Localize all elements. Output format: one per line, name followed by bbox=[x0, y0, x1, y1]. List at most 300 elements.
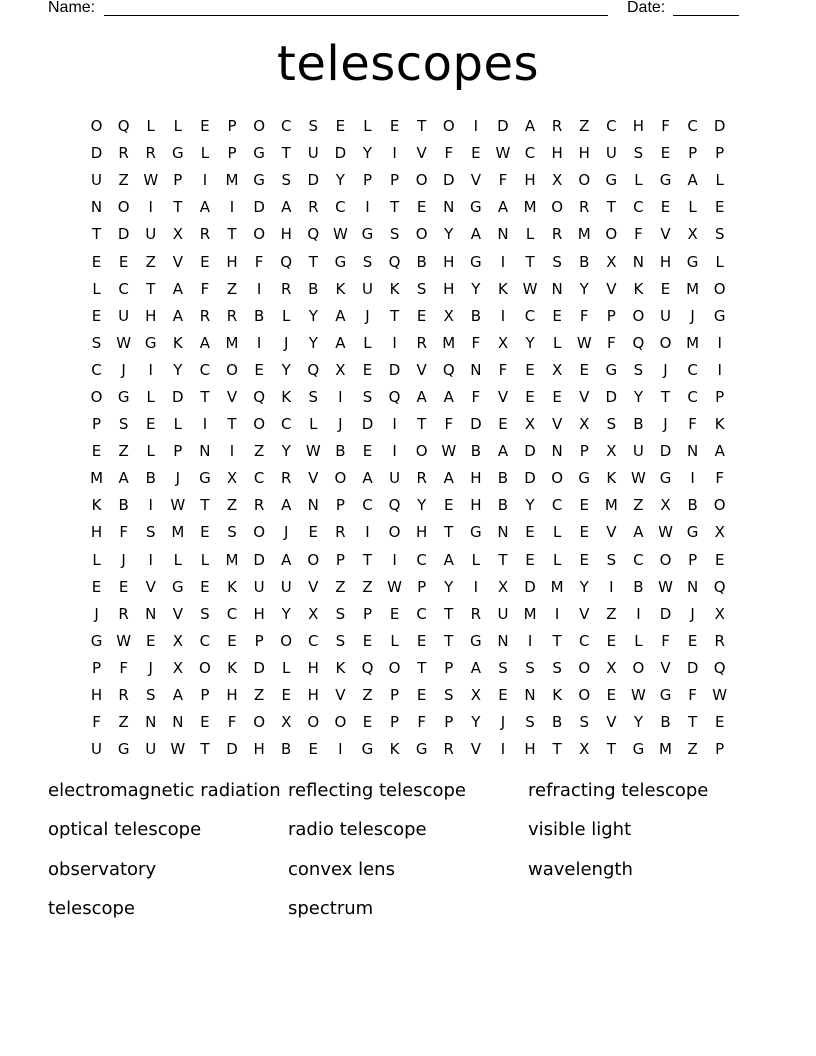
grid-letter[interactable]: P bbox=[715, 387, 725, 406]
grid-letter[interactable]: X bbox=[606, 442, 617, 461]
grid-letter[interactable]: T bbox=[498, 550, 508, 569]
grid-letter[interactable]: R bbox=[470, 604, 482, 623]
grid-letter[interactable]: B bbox=[687, 496, 698, 515]
grid-letter[interactable]: E bbox=[660, 144, 671, 163]
grid-letter[interactable]: P bbox=[227, 144, 237, 163]
grid-letter[interactable]: T bbox=[552, 740, 562, 759]
grid-letter[interactable]: E bbox=[498, 415, 508, 434]
grid-letter[interactable]: S bbox=[227, 523, 237, 542]
grid-letter[interactable]: S bbox=[200, 604, 210, 623]
grid-letter[interactable]: E bbox=[200, 577, 210, 596]
grid-letter[interactable]: H bbox=[90, 686, 103, 705]
grid-letter[interactable]: L bbox=[715, 171, 724, 190]
grid-letter[interactable]: C bbox=[362, 496, 373, 515]
grid-letter[interactable]: C bbox=[335, 198, 346, 217]
grid-letter[interactable]: O bbox=[226, 360, 238, 379]
grid-letter[interactable]: A bbox=[714, 442, 725, 461]
grid-letter[interactable]: E bbox=[687, 631, 698, 650]
grid-letter[interactable]: C bbox=[687, 117, 698, 136]
grid-letter[interactable]: L bbox=[282, 658, 291, 677]
grid-letter[interactable]: N bbox=[145, 713, 157, 732]
grid-letter[interactable]: E bbox=[200, 252, 210, 271]
grid-letter[interactable]: L bbox=[363, 117, 372, 136]
grid-letter[interactable]: C bbox=[416, 550, 427, 569]
grid-letter[interactable]: E bbox=[552, 306, 562, 325]
grid-letter[interactable]: X bbox=[552, 360, 563, 379]
grid-letter[interactable]: Y bbox=[525, 333, 535, 352]
grid-letter[interactable]: C bbox=[687, 387, 698, 406]
grid-letter[interactable]: T bbox=[227, 415, 237, 434]
grid-letter[interactable]: Y bbox=[281, 604, 291, 623]
grid-letter[interactable]: K bbox=[606, 469, 617, 488]
grid-letter[interactable]: T bbox=[146, 279, 156, 298]
grid-letter[interactable]: W bbox=[522, 279, 538, 298]
grid-letter[interactable]: Y bbox=[471, 279, 481, 298]
grid-letter[interactable]: S bbox=[389, 225, 400, 244]
grid-letter[interactable]: J bbox=[338, 415, 343, 434]
grid-letter[interactable]: B bbox=[470, 306, 481, 325]
grid-letter[interactable]: W bbox=[116, 631, 132, 650]
grid-letter[interactable]: T bbox=[606, 198, 616, 217]
grid-letter[interactable]: B bbox=[660, 713, 671, 732]
grid-letter[interactable]: E bbox=[335, 117, 346, 136]
grid-letter[interactable]: S bbox=[444, 686, 454, 705]
grid-letter[interactable]: I bbox=[392, 333, 397, 352]
grid-letter[interactable]: B bbox=[308, 279, 319, 298]
grid-letter[interactable]: S bbox=[335, 631, 346, 650]
grid-letter[interactable]: J bbox=[121, 550, 126, 569]
grid-letter[interactable]: P bbox=[200, 686, 210, 705]
grid-letter[interactable]: H bbox=[280, 225, 292, 244]
grid-letter[interactable]: M bbox=[686, 333, 700, 352]
grid-letter[interactable]: R bbox=[551, 225, 563, 244]
grid-letter[interactable]: Q bbox=[632, 333, 645, 352]
grid-letter[interactable]: B bbox=[253, 306, 265, 325]
grid-letter[interactable]: C bbox=[416, 604, 427, 623]
grid-letter[interactable]: R bbox=[199, 225, 211, 244]
grid-letter[interactable]: Q bbox=[713, 577, 726, 596]
grid-letter[interactable]: T bbox=[173, 198, 183, 217]
grid-letter[interactable]: E bbox=[362, 631, 373, 650]
grid-letter[interactable]: W bbox=[332, 225, 348, 244]
grid-letter[interactable]: C bbox=[551, 496, 563, 515]
grid-letter[interactable]: S bbox=[606, 550, 617, 569]
grid-letter[interactable]: U bbox=[118, 306, 130, 325]
grid-letter[interactable]: O bbox=[280, 631, 293, 650]
grid-letter[interactable]: G bbox=[415, 740, 428, 759]
grid-letter[interactable]: E bbox=[200, 523, 210, 542]
grid-letter[interactable]: Q bbox=[361, 658, 374, 677]
grid-letter[interactable]: X bbox=[497, 577, 509, 596]
grid-letter[interactable]: K bbox=[172, 333, 183, 352]
grid-letter[interactable]: A bbox=[172, 686, 183, 705]
grid-letter[interactable]: V bbox=[470, 740, 481, 759]
grid-letter[interactable]: E bbox=[91, 306, 102, 325]
grid-letter[interactable]: V bbox=[660, 225, 671, 244]
grid-letter[interactable]: I bbox=[365, 523, 370, 542]
grid-letter[interactable]: H bbox=[659, 252, 672, 271]
grid-letter[interactable]: R bbox=[280, 279, 292, 298]
grid-letter[interactable]: D bbox=[253, 550, 265, 569]
grid-letter[interactable]: T bbox=[200, 740, 210, 759]
grid-letter[interactable]: P bbox=[92, 658, 102, 677]
grid-letter[interactable]: G bbox=[578, 469, 591, 488]
grid-letter[interactable]: O bbox=[442, 117, 455, 136]
grid-letter[interactable]: C bbox=[308, 631, 319, 650]
grid-letter[interactable]: B bbox=[335, 442, 346, 461]
grid-letter[interactable]: N bbox=[551, 442, 563, 461]
grid-letter[interactable]: H bbox=[307, 658, 319, 677]
grid-letter[interactable]: Z bbox=[606, 604, 617, 623]
grid-letter[interactable]: D bbox=[172, 387, 184, 406]
grid-letter[interactable]: O bbox=[578, 171, 591, 190]
grid-letter[interactable]: M bbox=[523, 604, 537, 623]
grid-letter[interactable]: P bbox=[606, 306, 616, 325]
grid-letter[interactable]: E bbox=[579, 550, 589, 569]
grid-letter[interactable]: K bbox=[227, 577, 237, 596]
grid-letter[interactable]: W bbox=[658, 577, 673, 596]
grid-letter[interactable]: E bbox=[308, 740, 319, 759]
grid-letter[interactable]: C bbox=[199, 631, 211, 650]
grid-letter[interactable]: I bbox=[148, 360, 153, 379]
grid-letter[interactable]: T bbox=[552, 631, 562, 650]
grid-letter[interactable]: H bbox=[307, 686, 319, 705]
grid-letter[interactable]: E bbox=[362, 442, 373, 461]
grid-letter[interactable]: E bbox=[118, 577, 129, 596]
grid-letter[interactable]: D bbox=[470, 415, 482, 434]
grid-letter[interactable]: S bbox=[498, 658, 508, 677]
grid-letter[interactable]: R bbox=[118, 604, 129, 623]
grid-letter[interactable]: C bbox=[578, 631, 590, 650]
grid-letter[interactable]: T bbox=[525, 252, 535, 271]
grid-letter[interactable]: E bbox=[281, 686, 291, 705]
grid-letter[interactable]: Y bbox=[281, 360, 291, 379]
grid-letter[interactable]: L bbox=[634, 171, 643, 190]
grid-letter[interactable]: F bbox=[417, 713, 426, 732]
grid-letter[interactable]: B bbox=[416, 252, 427, 271]
grid-letter[interactable]: A bbox=[199, 198, 211, 217]
grid-letter[interactable]: E bbox=[362, 360, 373, 379]
grid-letter[interactable]: F bbox=[688, 415, 697, 434]
grid-letter[interactable]: Y bbox=[633, 387, 643, 406]
grid-letter[interactable]: P bbox=[688, 144, 698, 163]
grid-letter[interactable]: E bbox=[579, 360, 589, 379]
grid-letter[interactable]: N bbox=[90, 198, 103, 217]
grid-letter[interactable]: N bbox=[632, 252, 645, 271]
grid-letter[interactable]: A bbox=[335, 333, 346, 352]
grid-letter[interactable]: S bbox=[145, 686, 156, 705]
grid-letter[interactable]: J bbox=[283, 333, 289, 352]
grid-letter[interactable]: X bbox=[281, 713, 292, 732]
grid-letter[interactable]: R bbox=[579, 198, 590, 217]
grid-letter[interactable]: A bbox=[524, 117, 536, 136]
grid-letter[interactable]: U bbox=[361, 279, 373, 298]
grid-letter[interactable]: U bbox=[389, 469, 401, 488]
grid-letter[interactable]: O bbox=[551, 198, 564, 217]
grid-letter[interactable]: A bbox=[416, 387, 427, 406]
grid-letter[interactable]: P bbox=[173, 442, 183, 461]
grid-letter[interactable]: I bbox=[392, 550, 397, 569]
grid-letter[interactable]: X bbox=[579, 740, 590, 759]
grid-letter[interactable]: N bbox=[145, 604, 157, 623]
grid-letter[interactable]: A bbox=[281, 496, 292, 515]
grid-letter[interactable]: P bbox=[444, 658, 454, 677]
grid-letter[interactable]: H bbox=[443, 279, 455, 298]
grid-letter[interactable]: V bbox=[308, 577, 319, 596]
grid-letter[interactable]: Q bbox=[442, 360, 455, 379]
grid-letter[interactable]: I bbox=[473, 577, 479, 596]
grid-letter[interactable]: N bbox=[524, 686, 536, 705]
grid-letter[interactable]: C bbox=[633, 198, 644, 217]
grid-letter[interactable]: S bbox=[552, 252, 562, 271]
grid-letter[interactable]: E bbox=[471, 144, 481, 163]
grid-letter[interactable]: M bbox=[604, 496, 618, 515]
grid-letter[interactable]: O bbox=[632, 306, 645, 325]
grid-letter[interactable]: T bbox=[227, 225, 237, 244]
grid-letter[interactable]: A bbox=[281, 550, 292, 569]
grid-letter[interactable]: Z bbox=[362, 577, 373, 596]
grid-letter[interactable]: D bbox=[524, 442, 536, 461]
grid-letter[interactable]: N bbox=[686, 442, 699, 461]
grid-letter[interactable]: G bbox=[686, 523, 699, 542]
grid-letter[interactable]: H bbox=[416, 523, 428, 542]
grid-letter[interactable]: I bbox=[392, 442, 397, 461]
grid-letter[interactable]: R bbox=[199, 306, 211, 325]
grid-letter[interactable]: I bbox=[609, 577, 614, 596]
grid-letter[interactable]: U bbox=[497, 604, 509, 623]
grid-letter[interactable]: Z bbox=[118, 713, 129, 732]
grid-letter[interactable]: W bbox=[576, 333, 592, 352]
grid-letter[interactable]: C bbox=[687, 360, 698, 379]
grid-letter[interactable]: I bbox=[690, 469, 695, 488]
grid-letter[interactable]: U bbox=[91, 740, 103, 759]
grid-letter[interactable]: Y bbox=[308, 333, 318, 352]
grid-letter[interactable]: D bbox=[497, 117, 509, 136]
grid-letter[interactable]: P bbox=[254, 631, 264, 650]
grid-letter[interactable]: G bbox=[605, 171, 618, 190]
grid-letter[interactable]: R bbox=[226, 306, 238, 325]
grid-letter[interactable]: G bbox=[470, 198, 482, 217]
grid-letter[interactable]: G bbox=[470, 523, 482, 542]
grid-letter[interactable]: L bbox=[200, 550, 210, 569]
grid-letter[interactable]: R bbox=[118, 144, 129, 163]
grid-letter[interactable]: V bbox=[226, 387, 238, 406]
grid-letter[interactable]: R bbox=[145, 144, 156, 163]
grid-letter[interactable]: K bbox=[227, 658, 237, 677]
grid-letter[interactable]: A bbox=[443, 550, 454, 569]
grid-letter[interactable]: O bbox=[253, 225, 266, 244]
grid-letter[interactable]: K bbox=[498, 279, 508, 298]
grid-letter[interactable]: M bbox=[659, 740, 672, 759]
grid-letter[interactable]: N bbox=[199, 442, 211, 461]
grid-letter[interactable]: I bbox=[202, 171, 208, 190]
date-blank-line[interactable] bbox=[673, 15, 739, 16]
grid-letter[interactable]: S bbox=[552, 658, 562, 677]
grid-letter[interactable]: C bbox=[280, 415, 292, 434]
grid-letter[interactable]: X bbox=[714, 604, 725, 623]
grid-letter[interactable]: F bbox=[661, 631, 670, 650]
grid-letter[interactable]: E bbox=[118, 252, 129, 271]
grid-letter[interactable]: G bbox=[361, 225, 374, 244]
grid-letter[interactable]: O bbox=[605, 225, 618, 244]
grid-letter[interactable]: I bbox=[500, 252, 506, 271]
grid-letter[interactable]: G bbox=[659, 686, 672, 705]
grid-letter[interactable]: O bbox=[415, 225, 428, 244]
grid-letter[interactable]: Y bbox=[579, 577, 589, 596]
grid-letter[interactable]: O bbox=[659, 550, 672, 569]
grid-letter[interactable]: W bbox=[631, 469, 646, 488]
grid-letter[interactable]: Z bbox=[633, 496, 644, 515]
grid-letter[interactable]: F bbox=[471, 333, 481, 352]
grid-letter[interactable]: D bbox=[659, 442, 672, 461]
grid-letter[interactable]: E bbox=[389, 117, 400, 136]
grid-letter[interactable]: F bbox=[200, 279, 210, 298]
grid-letter[interactable]: T bbox=[688, 713, 698, 732]
grid-letter[interactable]: L bbox=[173, 117, 182, 136]
grid-letter[interactable]: G bbox=[470, 631, 482, 650]
grid-letter[interactable]: F bbox=[661, 117, 670, 136]
grid-letter[interactable]: W bbox=[712, 686, 728, 705]
grid-letter[interactable]: E bbox=[498, 686, 508, 705]
grid-letter[interactable]: H bbox=[524, 171, 536, 190]
grid-letter[interactable]: A bbox=[443, 469, 454, 488]
grid-letter[interactable]: S bbox=[579, 713, 589, 732]
grid-letter[interactable]: Z bbox=[579, 117, 590, 136]
grid-letter[interactable]: A bbox=[172, 306, 183, 325]
grid-letter[interactable]: D bbox=[659, 604, 672, 623]
grid-letter[interactable]: R bbox=[280, 469, 292, 488]
grid-letter[interactable]: A bbox=[470, 225, 481, 244]
grid-letter[interactable]: Z bbox=[253, 442, 265, 461]
grid-letter[interactable]: C bbox=[199, 360, 211, 379]
grid-letter[interactable]: X bbox=[552, 171, 563, 190]
grid-letter[interactable]: V bbox=[416, 144, 427, 163]
grid-letter[interactable]: Z bbox=[362, 686, 373, 705]
grid-letter[interactable]: N bbox=[551, 279, 563, 298]
grid-letter[interactable]: L bbox=[309, 415, 318, 434]
grid-letter[interactable]: L bbox=[282, 306, 291, 325]
grid-letter[interactable]: M bbox=[577, 225, 591, 244]
grid-letter[interactable]: G bbox=[659, 171, 672, 190]
grid-letter[interactable]: B bbox=[145, 469, 156, 488]
grid-letter[interactable]: J bbox=[283, 523, 289, 542]
grid-letter[interactable]: G bbox=[117, 740, 130, 759]
grid-letter[interactable]: F bbox=[119, 658, 128, 677]
grid-letter[interactable]: P bbox=[362, 171, 372, 190]
grid-letter[interactable]: J bbox=[663, 360, 668, 379]
grid-letter[interactable]: F bbox=[715, 469, 725, 488]
grid-letter[interactable]: U bbox=[91, 171, 103, 190]
grid-letter[interactable]: I bbox=[500, 740, 506, 759]
grid-letter[interactable]: F bbox=[92, 713, 101, 732]
grid-letter[interactable]: A bbox=[497, 198, 509, 217]
grid-letter[interactable]: N bbox=[497, 631, 509, 650]
grid-letter[interactable]: O bbox=[578, 658, 591, 677]
grid-letter[interactable]: I bbox=[717, 360, 722, 379]
grid-letter[interactable]: S bbox=[118, 415, 129, 434]
grid-letter[interactable]: V bbox=[552, 415, 563, 434]
grid-letter[interactable]: S bbox=[308, 117, 319, 136]
grid-letter[interactable]: T bbox=[444, 604, 454, 623]
grid-letter[interactable]: O bbox=[632, 658, 645, 677]
grid-letter[interactable]: T bbox=[389, 198, 400, 217]
grid-letter[interactable]: H bbox=[551, 144, 563, 163]
grid-letter[interactable]: O bbox=[253, 713, 266, 732]
grid-letter[interactable]: H bbox=[470, 469, 482, 488]
grid-letter[interactable]: V bbox=[497, 387, 509, 406]
grid-letter[interactable]: Y bbox=[444, 577, 454, 596]
grid-letter[interactable]: D bbox=[117, 225, 130, 244]
grid-letter[interactable]: E bbox=[525, 523, 535, 542]
grid-letter[interactable]: F bbox=[254, 252, 264, 271]
grid-letter[interactable]: F bbox=[444, 415, 454, 434]
grid-letter[interactable]: A bbox=[497, 442, 509, 461]
grid-letter[interactable]: I bbox=[338, 740, 343, 759]
grid-letter[interactable]: C bbox=[280, 117, 292, 136]
grid-letter[interactable]: L bbox=[363, 333, 372, 352]
grid-letter[interactable]: N bbox=[443, 198, 455, 217]
grid-letter[interactable]: E bbox=[606, 686, 617, 705]
grid-letter[interactable]: I bbox=[202, 415, 208, 434]
grid-letter[interactable]: T bbox=[389, 306, 400, 325]
grid-letter[interactable]: J bbox=[500, 713, 506, 732]
grid-letter[interactable]: W bbox=[170, 740, 186, 759]
grid-letter[interactable]: A bbox=[335, 306, 346, 325]
grid-letter[interactable]: S bbox=[416, 279, 427, 298]
grid-letter[interactable]: L bbox=[552, 333, 562, 352]
grid-letter[interactable]: K bbox=[633, 279, 644, 298]
grid-letter[interactable]: L bbox=[471, 550, 481, 569]
grid-letter[interactable]: Y bbox=[308, 306, 318, 325]
grid-letter[interactable]: O bbox=[388, 658, 401, 677]
grid-letter[interactable]: Q bbox=[388, 496, 401, 515]
grid-letter[interactable]: E bbox=[552, 387, 562, 406]
grid-letter[interactable]: L bbox=[146, 117, 155, 136]
grid-letter[interactable]: G bbox=[361, 740, 374, 759]
grid-letter[interactable]: L bbox=[525, 225, 535, 244]
grid-letter[interactable]: F bbox=[444, 144, 454, 163]
grid-letter[interactable]: S bbox=[362, 387, 373, 406]
grid-letter[interactable]: D bbox=[253, 658, 265, 677]
grid-letter[interactable]: B bbox=[470, 442, 481, 461]
grid-letter[interactable]: J bbox=[690, 306, 695, 325]
grid-letter[interactable]: Q bbox=[280, 252, 293, 271]
grid-letter[interactable]: E bbox=[91, 442, 102, 461]
grid-letter[interactable]: X bbox=[470, 686, 481, 705]
grid-letter[interactable]: N bbox=[497, 225, 509, 244]
grid-letter[interactable]: O bbox=[578, 686, 591, 705]
grid-letter[interactable]: N bbox=[470, 360, 482, 379]
grid-letter[interactable]: H bbox=[578, 144, 590, 163]
grid-letter[interactable]: G bbox=[253, 144, 265, 163]
grid-letter[interactable]: F bbox=[688, 686, 697, 705]
grid-letter[interactable]: Q bbox=[307, 225, 320, 244]
grid-letter[interactable]: I bbox=[554, 604, 560, 623]
name-blank-line[interactable] bbox=[104, 15, 608, 16]
grid-letter[interactable]: G bbox=[90, 631, 103, 650]
grid-letter[interactable]: D bbox=[524, 469, 536, 488]
grid-letter[interactable]: Q bbox=[307, 360, 320, 379]
grid-letter[interactable]: I bbox=[365, 198, 370, 217]
grid-letter[interactable]: S bbox=[362, 252, 373, 271]
grid-letter[interactable]: U bbox=[280, 577, 292, 596]
grid-letter[interactable]: X bbox=[579, 415, 590, 434]
grid-letter[interactable]: P bbox=[390, 686, 400, 705]
grid-letter[interactable]: T bbox=[417, 117, 427, 136]
grid-letter[interactable]: V bbox=[145, 577, 156, 596]
grid-letter[interactable]: A bbox=[172, 279, 183, 298]
grid-letter[interactable]: M bbox=[686, 279, 700, 298]
